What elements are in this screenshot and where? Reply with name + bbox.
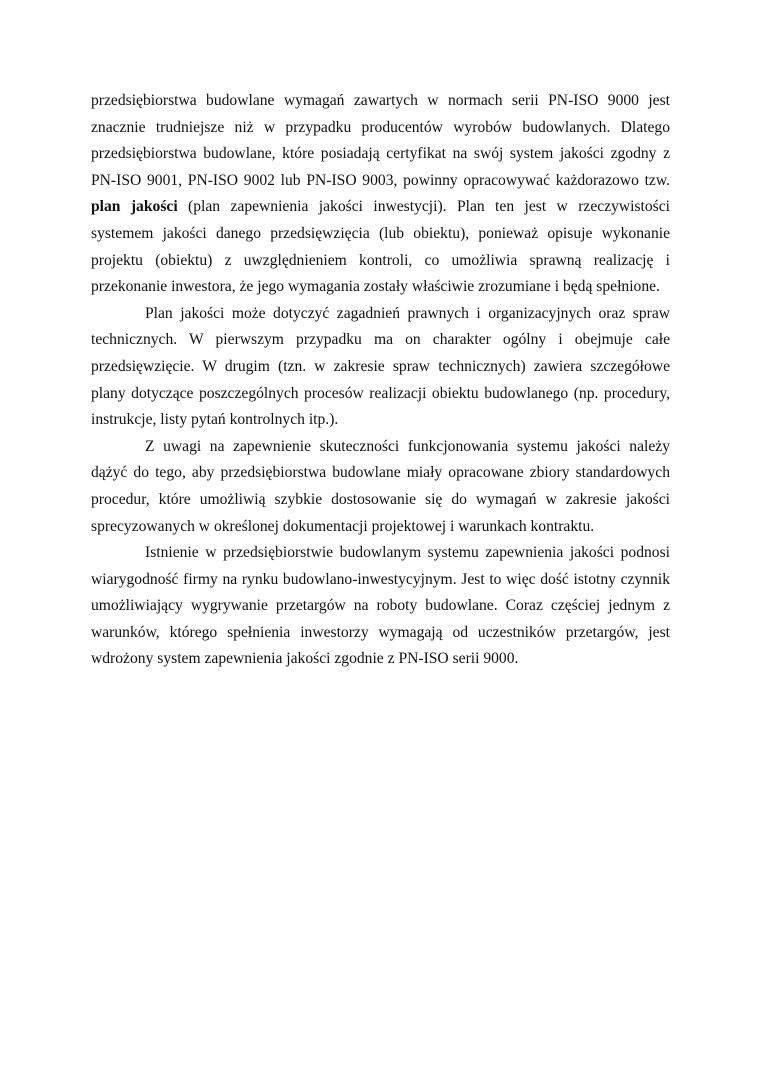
- paragraph-3: Z uwagi na zapewnienie skuteczności funkcjonowania systemu jakości należy dążyć do tego, aby przedsiębiorstwa budowlane miały opracowane zbiory standardowych procedur, które umożliwią szybkie dostosowanie się do wymagań w zakresie jakości sprecyzowanych w określonej dokumentacji projektowej i warunkach kontraktu.: [91, 437, 670, 535]
- body-text: [91, 88, 670, 673]
- bold-term-plan-jakosci: plan jakości: [91, 198, 178, 216]
- paragraph-4: Istnienie w przedsiębiorstwie budowlanym systemu zapewnienia jakości podnosi wiarygodność firmy na rynku budowlano-inwestycyjnym. Jest to więc dość istotny czynnik umożliwiający wygrywanie przetargów na roboty budowlane. Coraz częściej jednym z warunków, którego spełnienia inwestorzy wymagają od uczestników przetargów, jest wdrożony system zapewnienia jakości zgodnie z PN-ISO serii 9000.: [91, 544, 670, 668]
- paragraph-1: [91, 88, 670, 301]
- paragraph-1-text-after: (plan zapewnienia jakości inwestycji). Plan ten jest w rzeczywistości systemem jakości danego przedsięwzięcia (lub obiektu), ponieważ opisuje wykonanie projektu (obiektu) z uwzględnieniem kontroli, co umożliwia sprawną realizację i przekonanie inwestora, że jego wymagania zostały właściwie zrozumiane i będą spełnione.: [91, 198, 670, 296]
- paragraph-2: Plan jakości może dotyczyć zagadnień prawnych i organizacyjnych oraz spraw technicznych. W pierwszym przypadku ma on charakter ogólny i obejmuje całe przedsięwzięcie. W drugim (tzn. w zakresie spraw technicznych) zawiera szczegółowe plany dotyczące poszczególnych procesów realizacji obiektu budowlanego (np. procedury, instrukcje, listy pytań kontrolnych itp.).: [91, 304, 670, 429]
- paragraph-1-text-before: przedsiębiorstwa budowlane wymagań zawartych w normach serii PN-ISO 9000 jest znacznie trudniejsze niż w przypadku producentów wyrobów budowlanych. Dlatego przedsiębiorstwa budowlane, które posiadają certyfikat na swój system jakości zgodny z PN-ISO 9001, PN-ISO 9002 lub PN-ISO 9003, powinny opracowywać każdorazowo tzw.: [91, 92, 670, 189]
